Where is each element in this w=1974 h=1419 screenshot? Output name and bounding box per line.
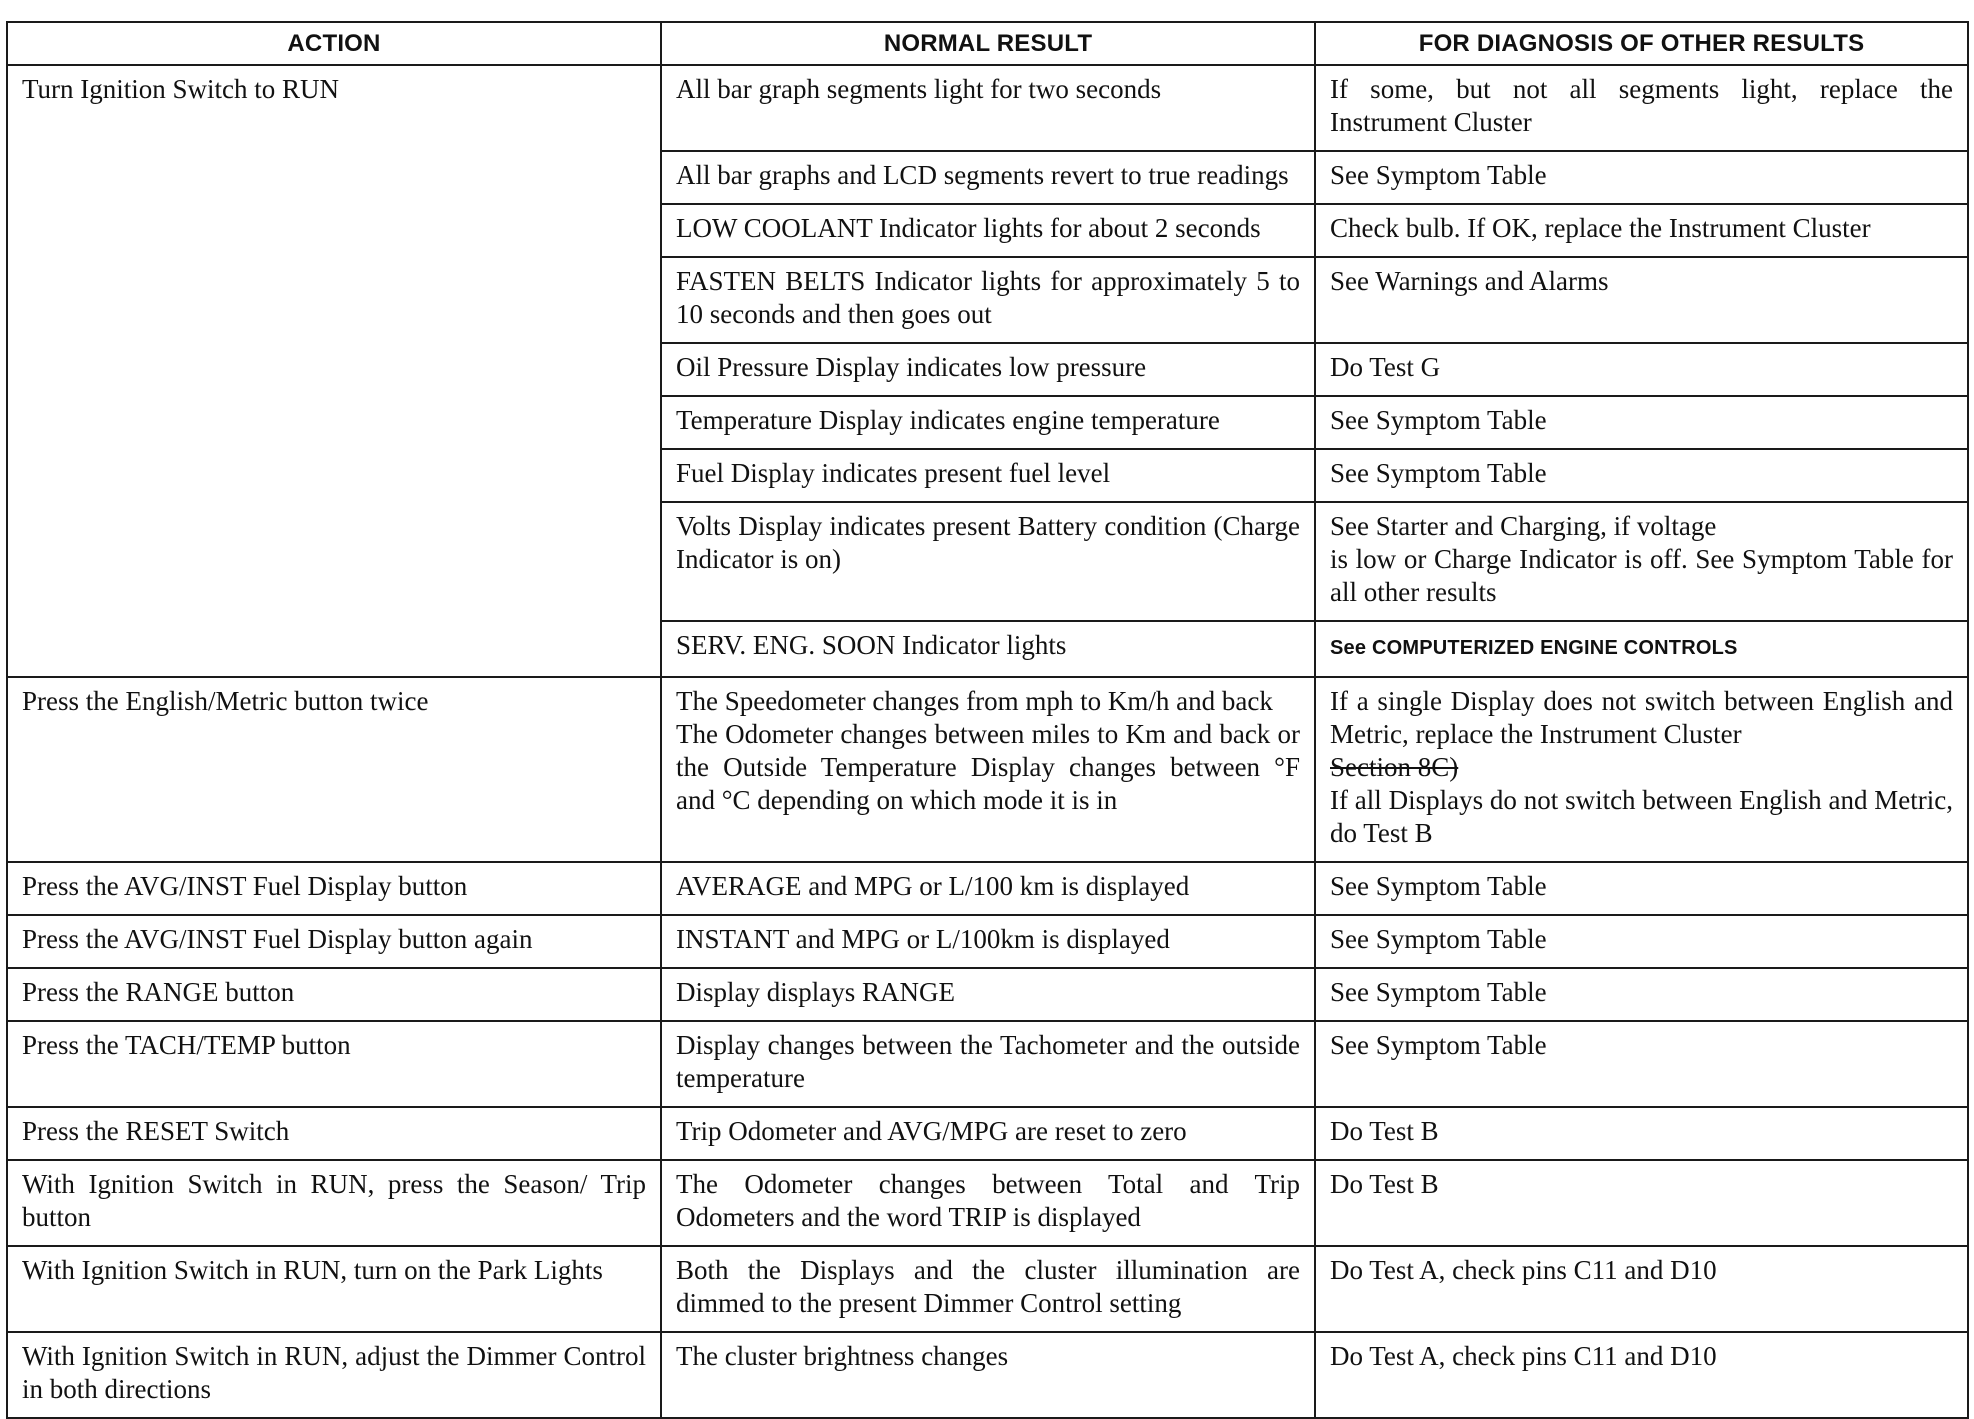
diagnosis-cell: See Symptom Table	[1315, 862, 1968, 915]
normal-result-cell: Temperature Display indicates engine temperature	[661, 396, 1315, 449]
action-cell: Press the English/Metric button twice	[7, 677, 661, 862]
table-header-row	[7, 22, 1968, 65]
diagnosis-cell	[1315, 621, 1968, 677]
action-cell: Press the RANGE button	[7, 968, 661, 1021]
header-normal-result: NORMAL RESULT	[661, 22, 1315, 65]
table-row	[7, 65, 1968, 151]
normal-result-cell: Display changes between the Tachometer and the outside temperature	[661, 1021, 1315, 1107]
normal-result-cell: SERV. ENG. SOON Indicator lights	[661, 621, 1315, 677]
normal-result-cell: Both the Displays and the cluster illumination are dimmed to the present Dimmer Control setting	[661, 1246, 1315, 1332]
normal-result-cell: FASTEN BELTS Indicator lights for approximately 5 to 10 seconds and then goes out	[661, 257, 1315, 343]
normal-result-cell: All bar graphs and LCD segments revert to true readings	[661, 151, 1315, 204]
normal-result-cell: Fuel Display indicates present fuel level	[661, 449, 1315, 502]
normal-result-cell: Trip Odometer and AVG/MPG are reset to zero	[661, 1107, 1315, 1160]
header-diagnosis: FOR DIAGNOSIS OF OTHER RESULTS	[1315, 22, 1968, 65]
diagnosis-cell: See Symptom Table	[1315, 1021, 1968, 1107]
diagnosis-cell: See Symptom Table	[1315, 396, 1968, 449]
table-row	[7, 1246, 1968, 1332]
normal-result-cell: Display displays RANGE	[661, 968, 1315, 1021]
diagnosis-cell: Do Test A, check pins C11 and D10	[1315, 1332, 1968, 1418]
diagnosis-cell: See Warnings and Alarms	[1315, 257, 1968, 343]
table-row	[7, 1107, 1968, 1160]
diagnosis-line: If a single Display does not switch between English and Metric, replace the Instrument Cluster	[1330, 686, 1953, 749]
diagnosis-line: If all Displays do not switch between English and Metric, do Test B	[1330, 785, 1953, 848]
normal-result-cell	[661, 677, 1315, 862]
diagnosis-cell: Do Test A, check pins C11 and D10	[1315, 1246, 1968, 1332]
action-cell: With Ignition Switch in RUN, press the Season/ Trip button	[7, 1160, 661, 1246]
diagnosis-cell: See Symptom Table	[1315, 151, 1968, 204]
diagnosis-cell: See Symptom Table	[1315, 915, 1968, 968]
diagnosis-cell: See Symptom Table	[1315, 449, 1968, 502]
normal-result-cell: Oil Pressure Display indicates low pressure	[661, 343, 1315, 396]
header-action: ACTION	[7, 22, 661, 65]
action-cell: With Ignition Switch in RUN, adjust the Dimmer Control in both directions	[7, 1332, 661, 1418]
action-cell: Press the AVG/INST Fuel Display button	[7, 862, 661, 915]
diagnosis-cell: Check bulb. If OK, replace the Instrument Cluster	[1315, 204, 1968, 257]
normal-result-cell: Volts Display indicates present Battery condition (Charge Indicator is on)	[661, 502, 1315, 621]
diagnosis-cell: Do Test G	[1315, 343, 1968, 396]
table-row	[7, 1160, 1968, 1246]
table-row	[7, 1332, 1968, 1418]
diagnosis-line: See Starter and Charging, if voltage	[1330, 511, 1717, 541]
normal-result-line: The Odometer changes between miles to Km and back or the Outside Temperature Display changes between °F and °C depending on which mode it is in	[676, 719, 1300, 815]
diagnosis-cell	[1315, 677, 1968, 862]
table-row	[7, 968, 1968, 1021]
normal-result-cell: AVERAGE and MPG or L/100 km is displayed	[661, 862, 1315, 915]
action-cell: Turn Ignition Switch to RUN	[7, 65, 661, 677]
diagnosis-line: is low or Charge Indicator is off. See Symptom Table for all other results	[1330, 544, 1953, 607]
diagnosis-cell: If some, but not all segments light, replace the Instrument Cluster	[1315, 65, 1968, 151]
struck-out-text: Section 8C)	[1330, 752, 1459, 782]
table-row	[7, 677, 1968, 862]
cross-reference-text: See COMPUTERIZED ENGINE CONTROLS	[1330, 637, 1738, 659]
normal-result-cell: The cluster brightness changes	[661, 1332, 1315, 1418]
normal-result-cell: All bar graph segments light for two seconds	[661, 65, 1315, 151]
action-cell: Press the RESET Switch	[7, 1107, 661, 1160]
normal-result-cell: LOW COOLANT Indicator lights for about 2 seconds	[661, 204, 1315, 257]
normal-result-line: The Speedometer changes from mph to Km/h and back	[676, 686, 1273, 716]
normal-result-cell: The Odometer changes between Total and Trip Odometers and the word TRIP is displayed	[661, 1160, 1315, 1246]
table-row	[7, 915, 1968, 968]
table-row	[7, 1021, 1968, 1107]
diagnosis-cell: Do Test B	[1315, 1107, 1968, 1160]
normal-result-cell: INSTANT and MPG or L/100km is displayed	[661, 915, 1315, 968]
diagnosis-cell: See Symptom Table	[1315, 968, 1968, 1021]
diagnosis-cell	[1315, 502, 1968, 621]
diagnostic-table-container	[6, 21, 1967, 1419]
action-cell: Press the TACH/TEMP button	[7, 1021, 661, 1107]
diagnostic-table	[6, 21, 1969, 1419]
action-cell: Press the AVG/INST Fuel Display button again	[7, 915, 661, 968]
table-row	[7, 862, 1968, 915]
diagnosis-cell: Do Test B	[1315, 1160, 1968, 1246]
action-cell: With Ignition Switch in RUN, turn on the Park Lights	[7, 1246, 661, 1332]
